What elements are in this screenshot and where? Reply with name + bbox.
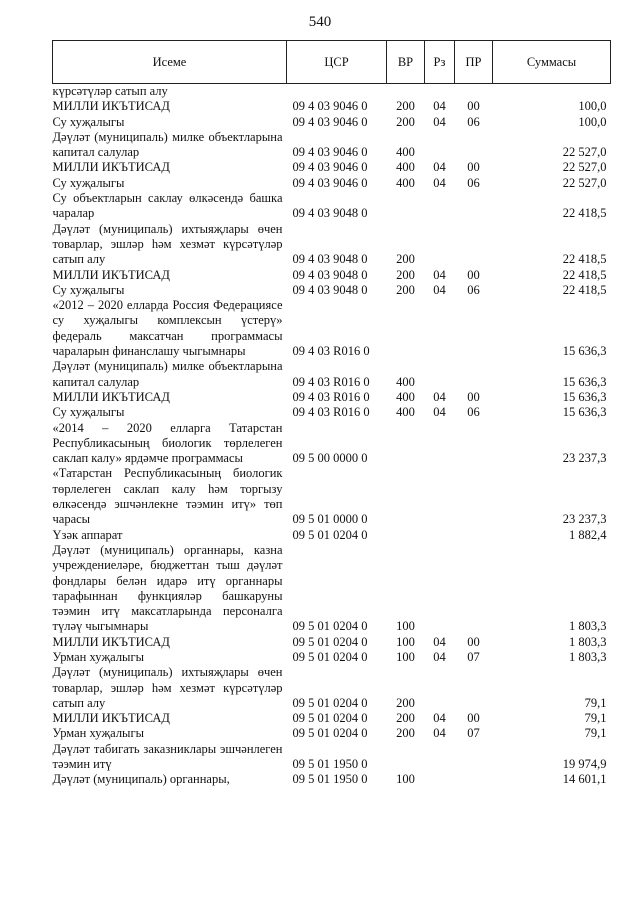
- row-csr: 09 5 01 0204 0: [292, 711, 368, 726]
- row-csr: 09 5 00 0000 0: [292, 451, 368, 466]
- row-csr: 09 5 01 0204 0: [292, 619, 368, 634]
- row-vr: [387, 528, 425, 543]
- row-pr: 06: [467, 282, 480, 297]
- table-row: [53, 99, 611, 114]
- row-name: МИЛЛИ ИКЪТИСАД: [52, 267, 170, 282]
- row-name: «2014 – 2020 елларга Татарстан Республикасының биологик төрлелеген саклап калу» ярдәмче программасы: [52, 420, 283, 466]
- row-name: Су хуҗалыгы: [52, 175, 125, 190]
- row-csr: 09 4 03 9048 0: [292, 252, 368, 267]
- row-name: МИЛЛИ ИКЪТИСАД: [52, 389, 170, 404]
- row-csr: 09 5 01 0204 0: [292, 695, 368, 710]
- table-row: [53, 176, 611, 191]
- row-csr: 09 4 03 R016 0: [292, 374, 370, 389]
- row-rz: 04: [433, 649, 446, 664]
- row-pr: [455, 359, 493, 390]
- row-sum: 15 636,3: [562, 374, 607, 389]
- row-pr: 00: [467, 634, 480, 649]
- header-rz: Рз: [425, 41, 455, 84]
- table-row: [53, 711, 611, 726]
- row-pr: [455, 421, 493, 467]
- row-name: Урман хуҗалыгы: [52, 649, 144, 664]
- row-name: Урман хуҗалыгы: [52, 726, 144, 741]
- row-pr: [455, 528, 493, 543]
- row-name: Су хуҗалыгы: [52, 282, 125, 297]
- row-vr: [387, 191, 425, 222]
- row-rz: [425, 772, 455, 787]
- row-vr: 200: [396, 114, 415, 129]
- table-row: [53, 742, 611, 773]
- row-vr: 100: [396, 634, 415, 649]
- row-name: Су хуҗалыгы: [52, 114, 125, 129]
- row-rz: 04: [433, 114, 446, 129]
- row-vr: 100: [396, 619, 415, 634]
- row-sum: 100,0: [578, 114, 607, 129]
- row-rz: [425, 84, 455, 100]
- row-rz: [425, 421, 455, 467]
- row-pr: 00: [467, 267, 480, 282]
- row-sum: 15 636,3: [562, 389, 607, 404]
- row-sum: 15 636,3: [562, 405, 607, 420]
- row-rz: [425, 543, 455, 635]
- row-pr: [455, 130, 493, 161]
- row-name: Дәүләт (муниципаль) ихтыяҗлары өчен товарлар, эшләр һәм хезмәт күрсәтүләр сатып алу: [52, 221, 283, 267]
- row-rz: 04: [433, 282, 446, 297]
- row-csr: 09 4 03 R016 0: [292, 405, 370, 420]
- table-header-row: [53, 41, 611, 84]
- row-rz: [425, 298, 455, 359]
- header-sum: Суммасы: [493, 41, 611, 84]
- table-row: [53, 268, 611, 283]
- row-csr: 09 5 01 0204 0: [292, 726, 368, 741]
- page-number: 540: [308, 14, 332, 30]
- row-sum: [493, 84, 611, 100]
- row-csr: 09 5 01 1950 0: [292, 772, 368, 787]
- row-name: «2012 – 2020 елларда Россия Федерациясе су хуҗалыгы комплексын үстерү» федераль максатчан программасы чараларын финанслашу чыгымнары: [52, 298, 283, 359]
- row-csr: 09 4 03 9046 0: [292, 175, 368, 190]
- row-vr: [387, 421, 425, 467]
- row-sum: 14 601,1: [562, 772, 607, 787]
- table-row: [53, 283, 611, 298]
- header-csr: ЦСР: [287, 41, 387, 84]
- row-pr: [455, 298, 493, 359]
- table-row: [53, 528, 611, 543]
- row-sum: 1 803,3: [569, 649, 607, 664]
- table-row: [53, 466, 611, 527]
- row-name: Су хуҗалыгы: [52, 405, 125, 420]
- row-csr: 09 4 03 R016 0: [292, 389, 370, 404]
- row-sum: 22 527,0: [562, 145, 607, 160]
- row-vr: 400: [396, 145, 415, 160]
- row-sum: 22 418,5: [562, 267, 607, 282]
- row-rz: [425, 528, 455, 543]
- row-sum: 23 237,3: [562, 451, 607, 466]
- table-row: [53, 543, 611, 635]
- row-csr: 09 4 03 9046 0: [292, 145, 368, 160]
- row-rz: 04: [433, 99, 446, 114]
- row-rz: [425, 742, 455, 773]
- row-sum: 1 803,3: [569, 634, 607, 649]
- row-vr: 200: [396, 726, 415, 741]
- row-pr: [455, 84, 493, 100]
- table-row: [53, 130, 611, 161]
- row-name: МИЛЛИ ИКЪТИСАД: [52, 634, 170, 649]
- row-sum: 22 418,5: [562, 282, 607, 297]
- row-vr: [387, 298, 425, 359]
- row-pr: [455, 665, 493, 711]
- row-vr: 200: [396, 711, 415, 726]
- row-rz: [425, 359, 455, 390]
- row-vr: 200: [396, 99, 415, 114]
- row-sum: 22 527,0: [562, 160, 607, 175]
- row-pr: 06: [467, 175, 480, 190]
- row-csr: 09 5 01 0000 0: [292, 512, 368, 527]
- row-csr: [287, 84, 387, 100]
- table-body: [53, 84, 611, 788]
- row-csr: 09 4 03 R016 0: [292, 344, 370, 359]
- row-rz: 04: [433, 389, 446, 404]
- row-vr: [387, 466, 425, 527]
- row-name: Дәүләт (муниципаль) органнары,: [52, 772, 230, 787]
- row-pr: [455, 466, 493, 527]
- row-vr: [387, 742, 425, 773]
- row-sum: 1 882,4: [569, 527, 607, 542]
- row-pr: 07: [467, 649, 480, 664]
- row-csr: 09 4 03 9046 0: [292, 160, 368, 175]
- row-sum: 22 418,5: [562, 206, 607, 221]
- row-rz: 04: [433, 634, 446, 649]
- row-vr: 200: [396, 267, 415, 282]
- row-name: «Татарстан Республикасының биологик төрлелеген саклап калу һәм торгызу өлкәсендә эшчәнлекне тәэмин итү» төп чарасы: [52, 466, 283, 527]
- row-name: күрсәтүләр сатып алу: [52, 84, 168, 98]
- row-rz: [425, 665, 455, 711]
- row-sum: 79,1: [584, 726, 607, 741]
- table-row: [53, 726, 611, 741]
- row-name: Дәүләт (муниципаль) милке объектларына капитал салулар: [52, 359, 283, 389]
- row-sum: 79,1: [584, 695, 607, 710]
- row-vr: 400: [396, 374, 415, 389]
- row-sum: 22 527,0: [562, 175, 607, 190]
- row-pr: [455, 543, 493, 635]
- row-rz: 04: [433, 711, 446, 726]
- row-pr: [455, 742, 493, 773]
- row-name: МИЛЛИ ИКЪТИСАД: [52, 711, 170, 726]
- row-vr: 200: [396, 252, 415, 267]
- row-vr: 400: [396, 405, 415, 420]
- table-row: [53, 405, 611, 420]
- row-name: Дәүләт (муниципаль) милке объектларына капитал салулар: [52, 129, 283, 160]
- row-vr: 400: [396, 160, 415, 175]
- row-rz: [425, 130, 455, 161]
- row-csr: 09 4 03 9046 0: [292, 99, 368, 114]
- table-row: [53, 222, 611, 268]
- row-csr: 09 4 03 9046 0: [292, 114, 368, 129]
- row-rz: 04: [433, 726, 446, 741]
- row-vr: 400: [396, 175, 415, 190]
- table-row: [53, 421, 611, 467]
- row-csr: 09 5 01 1950 0: [292, 757, 368, 772]
- row-pr: [455, 772, 493, 787]
- header-pr: ПР: [455, 41, 493, 84]
- row-sum: 79,1: [584, 711, 607, 726]
- row-name: Су объектларын саклау өлкәсендә башка чаралар: [52, 191, 283, 221]
- row-vr: [387, 84, 425, 100]
- row-name: Дәүләт (муниципаль) ихтыяҗлары өчен товарлар, эшләр һәм хезмәт күрсәтүләр сатып алу: [52, 665, 283, 710]
- row-pr: 06: [467, 405, 480, 420]
- row-csr: 09 5 01 0204 0: [292, 634, 368, 649]
- row-pr: 07: [467, 726, 480, 741]
- row-csr: 09 4 03 9048 0: [292, 282, 368, 297]
- table-row: [53, 635, 611, 650]
- table-row: [53, 665, 611, 711]
- row-sum: 1 803,3: [569, 619, 607, 634]
- row-csr: 09 4 03 9048 0: [292, 267, 368, 282]
- row-sum: 19 974,9: [562, 757, 607, 772]
- table-row: [53, 359, 611, 390]
- budget-table: [52, 40, 611, 788]
- row-rz: 04: [433, 267, 446, 282]
- row-sum: 22 418,5: [562, 252, 607, 267]
- table-row: [53, 115, 611, 130]
- table-row: [53, 191, 611, 222]
- row-pr: [455, 222, 493, 268]
- table-row: [53, 298, 611, 359]
- row-pr: 00: [467, 389, 480, 404]
- row-rz: [425, 222, 455, 268]
- table-row: [53, 160, 611, 175]
- row-csr: 09 5 01 0204 0: [292, 649, 368, 664]
- row-sum: 23 237,3: [562, 512, 607, 527]
- header-vr: ВР: [387, 41, 425, 84]
- row-pr: 00: [467, 99, 480, 114]
- row-rz: 04: [433, 405, 446, 420]
- row-rz: 04: [433, 175, 446, 190]
- header-name: Исеме: [53, 41, 287, 84]
- row-csr: 09 5 01 0204 0: [292, 527, 368, 542]
- table-row: [53, 650, 611, 665]
- row-pr: 06: [467, 114, 480, 129]
- row-name: МИЛЛИ ИКЪТИСАД: [52, 99, 170, 114]
- row-name: Үзәк аппарат: [52, 527, 123, 542]
- row-vr: 200: [396, 282, 415, 297]
- table-row: [53, 772, 611, 787]
- row-rz: [425, 466, 455, 527]
- row-sum: 15 636,3: [562, 344, 607, 359]
- row-name: МИЛЛИ ИКЪТИСАД: [52, 160, 170, 175]
- row-name: Дәүләт (муниципаль) органнары, казна учреждениеләре, бюджеттан тыш дәүләт фондлары белән идарә итү органнары тарафыннан функцияләр башкаруны тәэмин итү максатларында персоналга түләү чыгымнары: [52, 542, 283, 634]
- row-rz: [425, 191, 455, 222]
- row-csr: 09 4 03 9048 0: [292, 206, 368, 221]
- row-pr: [455, 191, 493, 222]
- table-row: [53, 84, 611, 100]
- row-rz: 04: [433, 160, 446, 175]
- row-vr: 100: [396, 772, 415, 787]
- row-vr: 100: [396, 649, 415, 664]
- table-row: [53, 390, 611, 405]
- row-vr: 400: [396, 389, 415, 404]
- row-name: Дәүләт табигать заказниклары эшчәнлеген тәэмин итү: [52, 741, 283, 772]
- row-sum: 100,0: [578, 99, 607, 114]
- row-pr: 00: [467, 160, 480, 175]
- row-vr: 200: [396, 695, 415, 710]
- row-pr: 00: [467, 711, 480, 726]
